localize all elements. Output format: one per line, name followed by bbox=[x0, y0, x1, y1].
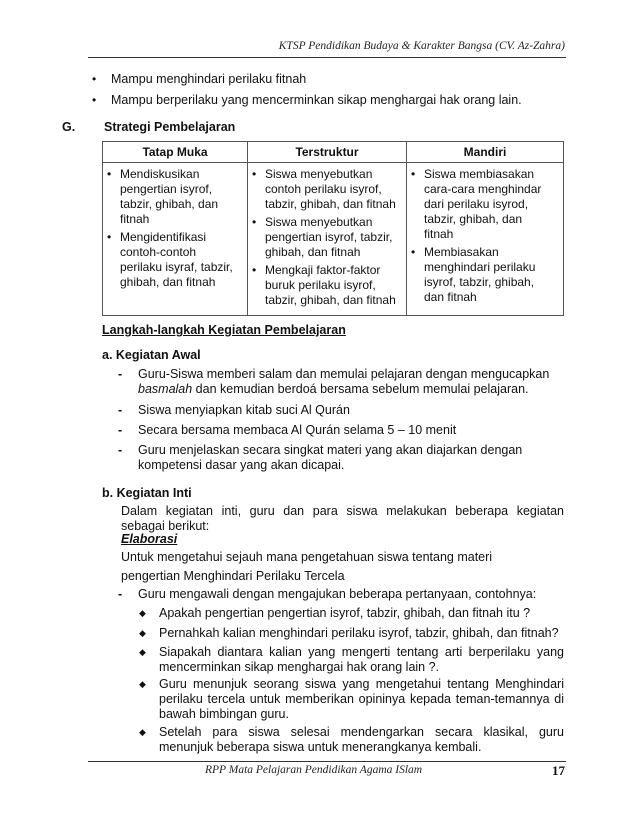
question-4-line-1: Guru menunjuk seorang siswa yang mengetahui tentang Menghindari bbox=[159, 677, 564, 691]
list-item: • Mengkaji faktor-faktor buruk perilaku isyrof, tabzir, ghibah, dan fitnah bbox=[252, 263, 396, 307]
table-cell-mandiri bbox=[407, 163, 564, 316]
inti-dash-item: Guru mengawali dengan mengajukan beberapa pertanyaan, contohnya: bbox=[138, 587, 537, 601]
table-cell-tatap-muka bbox=[103, 163, 248, 316]
awal-item-1-line-2: basmalah dan kemudian berdoá bersama sebelum memulai pelajaran. bbox=[138, 382, 529, 396]
dash-icon: - bbox=[118, 587, 123, 601]
section-letter: G. bbox=[62, 120, 76, 134]
diamond-bullet-icon: ◆ bbox=[139, 647, 146, 657]
bullet-icon: • bbox=[92, 93, 97, 107]
awal-item-4-line-2: kompetensi dasar yang akan dicapai. bbox=[138, 458, 345, 472]
dash-icon: - bbox=[118, 403, 123, 417]
page-footer: RPP Mata Pelajaran Pendidikan Agama ISlam bbox=[205, 764, 423, 776]
question-1: Apakah pengertian pengertian isyrof, tabzir, ghibah, dan fitnah itu ? bbox=[159, 606, 531, 620]
bullet-icon: • bbox=[252, 215, 257, 229]
section-title: Strategi Pembelajaran bbox=[104, 120, 236, 134]
footer-rule bbox=[88, 761, 566, 762]
list-item: • Siswa menyebutkan pengertian isyrof, tabzir, ghibah, dan fitnah bbox=[252, 215, 393, 259]
awal-item-2: Siswa menyiapkan kitab suci Al Qurán bbox=[138, 403, 350, 417]
table-header-cell: Tatap Muka bbox=[103, 142, 248, 163]
page-number: 17 bbox=[552, 763, 565, 778]
bullet-icon: • bbox=[92, 72, 97, 86]
dash-icon: - bbox=[118, 423, 123, 437]
bullet-icon: • bbox=[252, 263, 257, 277]
kegiatan-awal-title: a. Kegiatan Awal bbox=[102, 348, 201, 362]
table-row bbox=[103, 163, 564, 316]
question-3-line-2: mencerminkan sikap menghargai hak orang lain ?. bbox=[159, 660, 440, 674]
kegiatan-inti-title: b. Kegiatan Inti bbox=[102, 486, 192, 500]
table-cell-terstruktur bbox=[248, 163, 407, 316]
awal-item-4-line-1: Guru menjelaskan secara singkat materi yang akan diajarkan dengan bbox=[138, 443, 523, 457]
dash-icon: - bbox=[118, 367, 123, 381]
list-item: • Siswa menyebutkan contoh perilaku isyrof, tabzir, ghibah, dan fitnah bbox=[252, 167, 396, 211]
bullet-icon: • bbox=[107, 230, 112, 244]
dash-icon: - bbox=[118, 443, 123, 457]
table-header-cell: Mandiri bbox=[407, 142, 564, 163]
diamond-bullet-icon: ◆ bbox=[139, 679, 146, 689]
strategy-table bbox=[102, 141, 564, 316]
question-3-line-1: Siapakah diantara kalian yang mengerti tentang arti berperilaku yang bbox=[159, 645, 564, 659]
question-4-line-2: perilaku tercela untuk memberikan opininya kepada teman-temannya di bbox=[159, 692, 564, 706]
question-5-line-2: menunjuk beberapa siswa untuk menerangkanya kembali. bbox=[159, 740, 482, 754]
list-item: • Mendiskusikan pengertian isyrof, tabzir, ghibah, dan fitnah bbox=[107, 167, 219, 226]
elaborasi-line-2: pengertian Menghindari Perilaku Tercela bbox=[121, 569, 345, 583]
bullet-icon: • bbox=[107, 167, 112, 181]
question-2: Pernahkah kalian menghindari perilaku isyrof, tabzir, ghibah, dan fitnah? bbox=[159, 626, 559, 640]
inti-paragraph-line-2: sebagai berikut: bbox=[121, 519, 210, 533]
bullet-icon: • bbox=[252, 167, 257, 181]
inti-paragraph-line-1: Dalam kegiatan inti, guru dan para siswa melakukan beberapa kegiatan bbox=[121, 504, 564, 518]
bullet-icon: • bbox=[411, 245, 416, 259]
question-5-line-1: Setelah para siswa selesai mendengarkan secara klasikal, guru bbox=[159, 725, 564, 739]
awal-item-1-line-1: Guru-Siswa memberi salam dan memulai pelajaran dengan mengucapkan bbox=[138, 367, 550, 381]
table-header-cell: Terstruktur bbox=[248, 142, 407, 163]
diamond-bullet-icon: ◆ bbox=[139, 608, 146, 618]
langkah-title: Langkah-langkah Kegiatan Pembelajaran bbox=[102, 323, 346, 337]
awal-item-3: Secara bersama membaca Al Qurán selama 5 – 10 menit bbox=[138, 423, 457, 437]
elaborasi-line-1: Untuk mengetahui sejauh mana pengetahuan siswa tentang materi bbox=[121, 550, 493, 564]
list-item: • Siswa membiasakan cara-cara menghindar dari perilaku isyrod, tabzir, ghibah, dan fitnah bbox=[411, 167, 542, 241]
list-item: • Membiasakan menghindari perilaku isyrof, tabzir, ghibah, dan fitnah bbox=[411, 245, 536, 304]
diamond-bullet-icon: ◆ bbox=[139, 628, 146, 638]
bullet-icon: • bbox=[411, 167, 416, 181]
table-header-row bbox=[103, 142, 564, 163]
intro-bullet-1: Mampu menghindari perilaku fitnah bbox=[111, 72, 307, 86]
elaborasi-heading: Elaborasi bbox=[121, 532, 178, 546]
intro-bullet-2: Mampu berperilaku yang mencerminkan sikap menghargai hak orang lain. bbox=[111, 93, 522, 107]
question-4-line-3: bawah bimbingan guru. bbox=[159, 707, 289, 721]
list-item: • Mengidentifikasi contoh-contoh perilaku isyraf, tabzir, ghibah, dan fitnah bbox=[107, 230, 233, 289]
page-header: KTSP Pendidikan Budaya & Karakter Bangsa (CV. Az-Zahra) bbox=[278, 40, 565, 52]
header-rule bbox=[88, 57, 566, 58]
diamond-bullet-icon: ◆ bbox=[139, 727, 146, 737]
